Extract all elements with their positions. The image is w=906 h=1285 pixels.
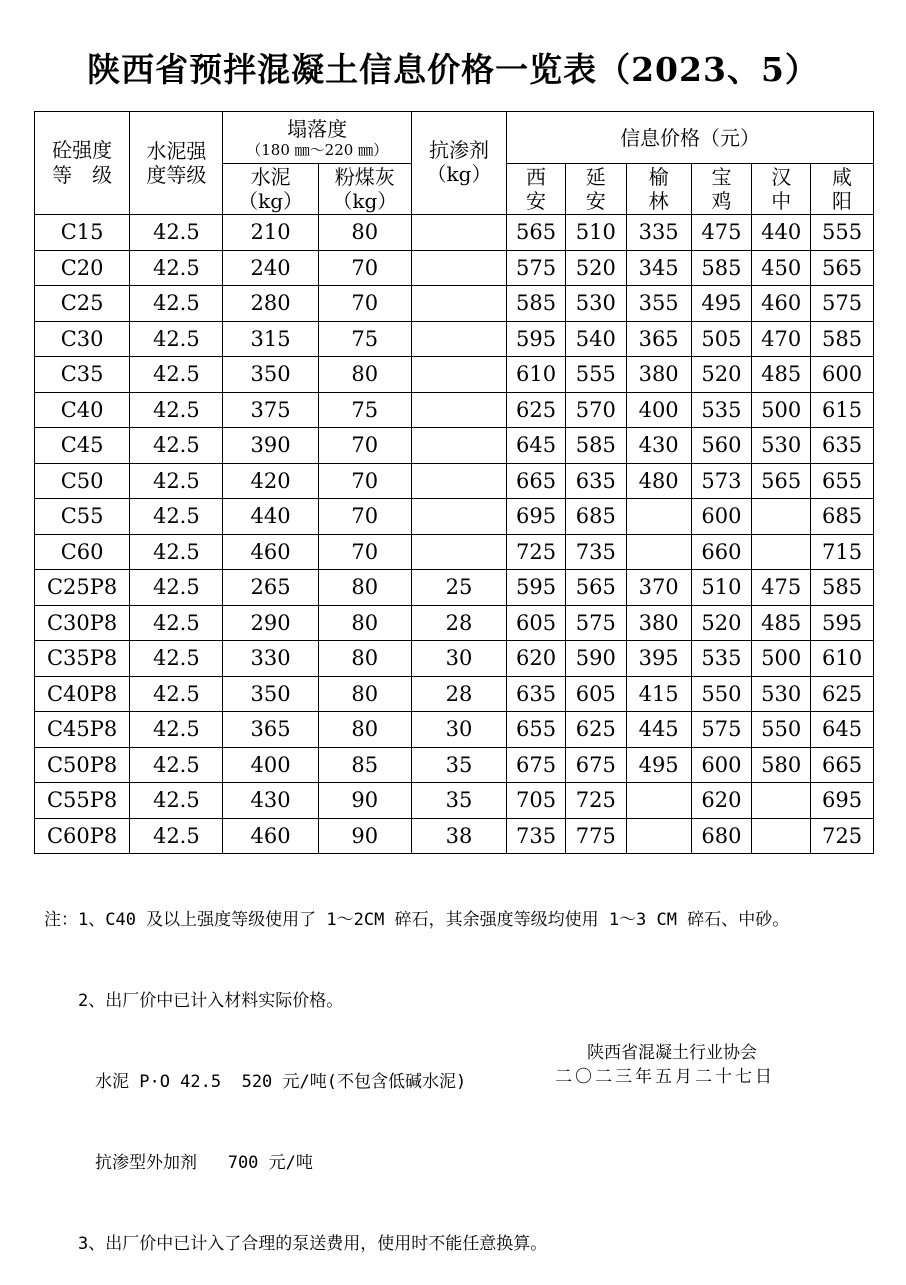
price-table — [34, 111, 874, 854]
table-row — [35, 818, 874, 854]
note-5: 3、出厂价中已计入了合理的泵送费用，使用时不能任意换算。 — [44, 1234, 548, 1254]
note-2: 2、出厂价中已计入材料实际价格。 — [44, 991, 344, 1011]
table-cell: 240 — [223, 250, 318, 286]
table-cell: 80 — [318, 605, 411, 641]
table-cell: 705 — [507, 783, 566, 819]
table-cell: 610 — [811, 641, 874, 677]
table-cell: 590 — [565, 641, 626, 677]
header-cement-grade: 水泥强 度等级 — [130, 112, 223, 215]
table-cell: 30 — [411, 641, 506, 677]
table-cell: 735 — [565, 534, 626, 570]
table-cell: 70 — [318, 250, 411, 286]
table-cell: 600 — [811, 357, 874, 393]
issuer-org: 陕西省混凝土行业协会 — [587, 1043, 757, 1063]
table-cell: 440 — [752, 215, 811, 251]
table-cell: 380 — [626, 357, 691, 393]
table-row — [35, 357, 874, 393]
table-cell: 80 — [318, 641, 411, 677]
table-cell: 445 — [626, 712, 691, 748]
table-cell: 725 — [565, 783, 626, 819]
table-cell: 42.5 — [130, 357, 223, 393]
table-cell: 575 — [507, 250, 566, 286]
table-cell: 375 — [223, 392, 318, 428]
table-cell: C55P8 — [35, 783, 130, 819]
table-cell: 585 — [811, 321, 874, 357]
table-cell — [411, 463, 506, 499]
table-cell: 42.5 — [130, 783, 223, 819]
table-cell: 290 — [223, 605, 318, 641]
table-cell: 600 — [691, 499, 752, 535]
table-cell: 90 — [318, 783, 411, 819]
table-cell: 530 — [752, 676, 811, 712]
table-cell: 560 — [691, 428, 752, 464]
table-cell: 585 — [811, 570, 874, 606]
table-cell — [752, 818, 811, 854]
table-cell: 42.5 — [130, 747, 223, 783]
header-city-xian: 西 安 — [507, 164, 566, 215]
table-cell: 495 — [626, 747, 691, 783]
table-row — [35, 321, 874, 357]
table-cell: 400 — [223, 747, 318, 783]
table-cell: 595 — [507, 321, 566, 357]
header-anti-seepage: 抗渗剂 （kg） — [411, 112, 506, 215]
table-cell: 570 — [565, 392, 626, 428]
table-cell: 520 — [565, 250, 626, 286]
table-cell: 680 — [691, 818, 752, 854]
table-cell: 90 — [318, 818, 411, 854]
table-cell: 30 — [411, 712, 506, 748]
table-cell: 550 — [691, 676, 752, 712]
table-cell: 555 — [565, 357, 626, 393]
table-cell: 510 — [565, 215, 626, 251]
table-cell: 655 — [507, 712, 566, 748]
table-cell: C60 — [35, 534, 130, 570]
table-cell: 535 — [691, 392, 752, 428]
table-cell: 450 — [752, 250, 811, 286]
header-sub-cement: 水泥 （kg） — [223, 164, 318, 215]
table-row — [35, 428, 874, 464]
table-cell: 345 — [626, 250, 691, 286]
header-city-yanan: 延 安 — [565, 164, 626, 215]
table-cell: 440 — [223, 499, 318, 535]
table-cell: 505 — [691, 321, 752, 357]
table-cell — [752, 499, 811, 535]
table-cell: 565 — [507, 215, 566, 251]
table-cell: 605 — [565, 676, 626, 712]
table-cell: 460 — [752, 286, 811, 322]
note-3: 水泥 P·O 42.5 520 元/吨(不包含低碱水泥) — [44, 1072, 467, 1092]
table-cell: 42.5 — [130, 818, 223, 854]
table-row — [35, 570, 874, 606]
table-cell: 365 — [626, 321, 691, 357]
table-cell: 530 — [752, 428, 811, 464]
table-cell: 38 — [411, 818, 506, 854]
header-sub-flyash: 粉煤灰 （kg） — [318, 164, 411, 215]
table-cell: 70 — [318, 534, 411, 570]
table-cell: 70 — [318, 286, 411, 322]
table-cell: 500 — [752, 392, 811, 428]
table-cell: 395 — [626, 641, 691, 677]
table-cell: 475 — [691, 215, 752, 251]
table-cell: 715 — [811, 534, 874, 570]
table-cell: 615 — [811, 392, 874, 428]
table-cell: 460 — [223, 818, 318, 854]
table-cell: C55 — [35, 499, 130, 535]
table-cell: 500 — [752, 641, 811, 677]
table-cell: 520 — [691, 605, 752, 641]
note-1: 注：1、C40 及以上强度等级使用了 1～2CM 碎石，其余强度等级均使用 1～3 CM 碎石、中砂。 — [44, 910, 790, 930]
table-cell: 42.5 — [130, 392, 223, 428]
table-row — [35, 676, 874, 712]
table-cell: 635 — [565, 463, 626, 499]
table-cell: 415 — [626, 676, 691, 712]
header-grade: 砼强度 等 级 — [35, 112, 130, 215]
table-cell: 485 — [752, 605, 811, 641]
table-cell: 80 — [318, 570, 411, 606]
table-cell: 70 — [318, 428, 411, 464]
table-cell: 635 — [507, 676, 566, 712]
table-cell: 625 — [507, 392, 566, 428]
table-cell: 35 — [411, 747, 506, 783]
table-cell — [752, 783, 811, 819]
table-cell — [626, 499, 691, 535]
table-cell: 42.5 — [130, 499, 223, 535]
table-row — [35, 605, 874, 641]
table-cell: 430 — [626, 428, 691, 464]
table-cell: 675 — [565, 747, 626, 783]
table-cell: 540 — [565, 321, 626, 357]
table-cell: 315 — [223, 321, 318, 357]
table-cell: 685 — [811, 499, 874, 535]
table-cell: 42.5 — [130, 570, 223, 606]
table-cell: 42.5 — [130, 605, 223, 641]
table-cell: 665 — [811, 747, 874, 783]
table-cell: 575 — [811, 286, 874, 322]
table-cell: 495 — [691, 286, 752, 322]
table-row — [35, 641, 874, 677]
table-cell: 620 — [691, 783, 752, 819]
table-row — [35, 463, 874, 499]
table-cell: 80 — [318, 357, 411, 393]
header-price: 信息价格（元） — [507, 112, 874, 164]
table-cell — [752, 534, 811, 570]
table-cell: 42.5 — [130, 534, 223, 570]
table-cell: 265 — [223, 570, 318, 606]
header-city-yulin: 榆 林 — [626, 164, 691, 215]
table-row — [35, 499, 874, 535]
table-cell: 725 — [811, 818, 874, 854]
table-cell: C40P8 — [35, 676, 130, 712]
table-cell: 585 — [507, 286, 566, 322]
table-cell: 380 — [626, 605, 691, 641]
table-cell: 665 — [507, 463, 566, 499]
table-cell: 695 — [811, 783, 874, 819]
table-cell: 210 — [223, 215, 318, 251]
table-cell: 530 — [565, 286, 626, 322]
table-cell: C40 — [35, 392, 130, 428]
table-cell: 42.5 — [130, 463, 223, 499]
issue-date: 二〇二三年五月二十七日 — [555, 1067, 775, 1087]
table-cell: 485 — [752, 357, 811, 393]
table-cell: 85 — [318, 747, 411, 783]
table-cell: 280 — [223, 286, 318, 322]
table-row — [35, 747, 874, 783]
table-cell: 365 — [223, 712, 318, 748]
table-cell: 550 — [752, 712, 811, 748]
table-cell: 725 — [507, 534, 566, 570]
table-cell: 390 — [223, 428, 318, 464]
table-cell: 645 — [507, 428, 566, 464]
table-cell: 35 — [411, 783, 506, 819]
table-cell: C25P8 — [35, 570, 130, 606]
table-cell: 585 — [565, 428, 626, 464]
table-cell: 80 — [318, 215, 411, 251]
table-cell — [626, 818, 691, 854]
table-row — [35, 250, 874, 286]
table-cell: C20 — [35, 250, 130, 286]
table-cell: 635 — [811, 428, 874, 464]
table-cell: 573 — [691, 463, 752, 499]
table-cell: 600 — [691, 747, 752, 783]
table-cell: 42.5 — [130, 712, 223, 748]
table-cell: C45 — [35, 428, 130, 464]
table-cell: 520 — [691, 357, 752, 393]
table-row — [35, 712, 874, 748]
table-cell: 350 — [223, 676, 318, 712]
table-cell: 685 — [565, 499, 626, 535]
table-cell: C60P8 — [35, 818, 130, 854]
table-cell: 475 — [752, 570, 811, 606]
table-cell: 660 — [691, 534, 752, 570]
table-cell: 350 — [223, 357, 318, 393]
table-cell — [411, 321, 506, 357]
note-4: 抗渗型外加剂 700 元/吨 — [44, 1153, 313, 1173]
table-cell: C45P8 — [35, 712, 130, 748]
table-cell: C50P8 — [35, 747, 130, 783]
table-cell: 625 — [811, 676, 874, 712]
table-cell: 28 — [411, 676, 506, 712]
header-city-hanzhong: 汉 中 — [752, 164, 811, 215]
table-cell: C50 — [35, 463, 130, 499]
table-cell: C15 — [35, 215, 130, 251]
table-cell: C35 — [35, 357, 130, 393]
table-cell: 25 — [411, 570, 506, 606]
header-city-xianyang: 咸 阳 — [811, 164, 874, 215]
table-cell: 75 — [318, 392, 411, 428]
table-cell: 580 — [752, 747, 811, 783]
table-cell: C30P8 — [35, 605, 130, 641]
table-cell: 42.5 — [130, 428, 223, 464]
table-cell: 75 — [318, 321, 411, 357]
table-cell — [411, 250, 506, 286]
table-cell: 42.5 — [130, 641, 223, 677]
table-cell — [411, 357, 506, 393]
table-cell: 480 — [626, 463, 691, 499]
table-cell: 605 — [507, 605, 566, 641]
table-row — [35, 392, 874, 428]
table-cell: 620 — [507, 641, 566, 677]
table-cell: 355 — [626, 286, 691, 322]
table-cell: 510 — [691, 570, 752, 606]
table-cell — [411, 286, 506, 322]
table-cell: 460 — [223, 534, 318, 570]
table-cell — [626, 783, 691, 819]
table-cell: C30 — [35, 321, 130, 357]
table-cell: 595 — [811, 605, 874, 641]
table-row — [35, 783, 874, 819]
table-cell: 555 — [811, 215, 874, 251]
table-cell: 565 — [565, 570, 626, 606]
table-cell: C35P8 — [35, 641, 130, 677]
table-cell: 80 — [318, 712, 411, 748]
table-cell: 70 — [318, 499, 411, 535]
table-row — [35, 215, 874, 251]
table-cell — [411, 534, 506, 570]
table-cell: 655 — [811, 463, 874, 499]
table-cell: 42.5 — [130, 676, 223, 712]
table-cell: 575 — [691, 712, 752, 748]
table-cell: 625 — [565, 712, 626, 748]
table-cell: 335 — [626, 215, 691, 251]
table-cell: 70 — [318, 463, 411, 499]
table-cell — [411, 499, 506, 535]
table-cell: C25 — [35, 286, 130, 322]
table-cell: 42.5 — [130, 321, 223, 357]
table-cell: 610 — [507, 357, 566, 393]
table-cell — [626, 534, 691, 570]
table-cell: 330 — [223, 641, 318, 677]
table-cell: 400 — [626, 392, 691, 428]
table-cell: 42.5 — [130, 215, 223, 251]
table-cell: 470 — [752, 321, 811, 357]
table-cell: 585 — [691, 250, 752, 286]
table-cell — [411, 428, 506, 464]
table-cell: 775 — [565, 818, 626, 854]
header-city-baoji: 宝 鸡 — [691, 164, 752, 215]
table-cell: 430 — [223, 783, 318, 819]
table-cell: 675 — [507, 747, 566, 783]
table-body — [35, 215, 874, 854]
table-cell: 695 — [507, 499, 566, 535]
table-cell: 42.5 — [130, 250, 223, 286]
table-cell — [411, 215, 506, 251]
header-slump: 塌落度 （180 ㎜～220 ㎜） — [223, 112, 411, 164]
table-cell: 535 — [691, 641, 752, 677]
table-row — [35, 286, 874, 322]
table-cell — [411, 392, 506, 428]
table-cell: 565 — [752, 463, 811, 499]
table-cell: 28 — [411, 605, 506, 641]
table-cell: 575 — [565, 605, 626, 641]
table-cell: 420 — [223, 463, 318, 499]
table-cell: 595 — [507, 570, 566, 606]
table-row — [35, 534, 874, 570]
table-cell: 735 — [507, 818, 566, 854]
table-cell: 42.5 — [130, 286, 223, 322]
page-title: 陕西省预拌混凝土信息价格一览表（2023、5） — [87, 50, 819, 89]
table-cell: 80 — [318, 676, 411, 712]
table-cell: 370 — [626, 570, 691, 606]
table-cell: 565 — [811, 250, 874, 286]
table-cell: 645 — [811, 712, 874, 748]
